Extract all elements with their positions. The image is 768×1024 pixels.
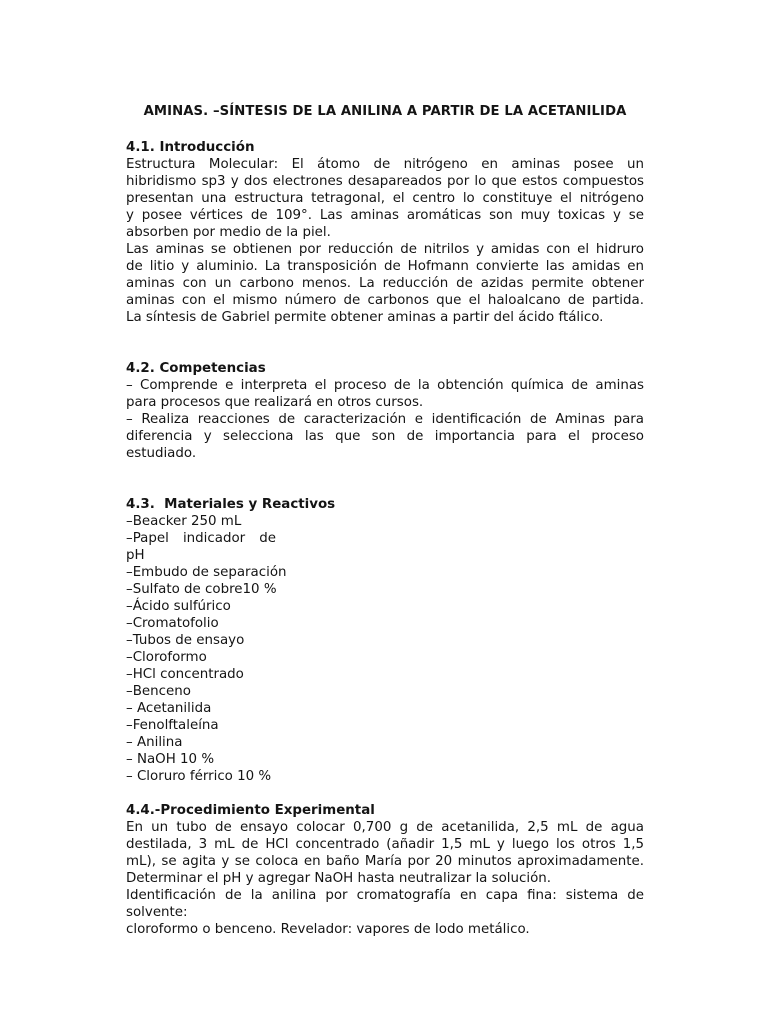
section-competencias xyxy=(126,360,644,462)
materials-list-item: –Cromatofolio xyxy=(126,616,219,631)
intro-line: absorben por medio de la piel. xyxy=(126,225,331,240)
materials-list-item: – Acetanilida xyxy=(126,701,212,716)
materials-list-item: pH xyxy=(126,548,145,563)
intro-line: hibridismo sp3 y dos electrones desapareados por lo que estos compuestos xyxy=(126,174,644,189)
section-procedimiento xyxy=(126,802,644,938)
spacer xyxy=(126,785,644,802)
intro-line: aminas con un carbono menos. La reducción de azidas permite obtener xyxy=(126,276,644,291)
materials-list-item: – NaOH 10 % xyxy=(126,752,215,767)
competencias-line: – Comprende e interpreta el proceso de la obtención química de aminas xyxy=(126,378,644,393)
section-heading-procedimiento: 4.4.-Procedimiento Experimental xyxy=(126,803,375,818)
intro-line: y posee vértices de 109°. Las aminas aromáticas son muy toxicas y se xyxy=(126,208,644,223)
document-title: AMINAS. –SÍNTESIS DE LA ANILINA A PARTIR DE LA ACETANILIDA xyxy=(143,104,627,119)
section-heading-introduccion: 4.1. Introducción xyxy=(126,140,255,155)
procedure-line: destilada, 3 mL de HCl concentrado (añadir 1,5 mL y luego los otros 1,5 xyxy=(126,837,644,852)
materials-list-item: –Benceno xyxy=(126,684,191,699)
materials-list-item: –Ácido sulfúrico xyxy=(126,599,231,614)
procedure-line: En un tubo de ensayo colocar 0,700 g de acetanilida, 2,5 mL de agua xyxy=(126,820,644,835)
materials-list-item: –Fenolftaleína xyxy=(126,718,219,733)
materials-list-item: –Beacker 250 mL xyxy=(126,514,242,529)
spacer xyxy=(126,462,644,496)
procedure-line: solvente: xyxy=(126,905,188,920)
materials-list-item: –HCl concentrado xyxy=(126,667,244,682)
materials-list-item: –Embudo de separación xyxy=(126,565,287,580)
procedure-line: cloroformo o benceno. Revelador: vapores de Iodo metálico. xyxy=(126,922,530,937)
materials-list-item: –Papel indicador de xyxy=(126,531,276,546)
section-heading-competencias: 4.2. Competencias xyxy=(126,361,266,376)
intro-line: aminas con el mismo número de carbonos que el haloalcano de partida. xyxy=(126,293,644,308)
intro-line: La síntesis de Gabriel permite obtener aminas a partir del ácido ftálico. xyxy=(126,310,604,325)
competencias-line: para procesos que realizará en otros cursos. xyxy=(126,395,424,410)
procedure-line: mL), se agita y se coloca en baño María por 20 minutos aproximadamente. xyxy=(126,854,644,869)
materials-list-item: –Tubos de ensayo xyxy=(126,633,245,648)
competencias-line: estudiado. xyxy=(126,446,197,461)
procedure-line: Determinar el pH y agregar NaOH hasta neutralizar la solución. xyxy=(126,871,552,886)
intro-line: Estructura Molecular: El átomo de nitrógeno en aminas posee un xyxy=(126,157,644,172)
intro-line: Las aminas se obtienen por reducción de nitrilos y amidas con el hidruro xyxy=(126,242,644,257)
materials-list-item: – Cloruro férrico 10 % xyxy=(126,769,272,784)
materials-list-item: – Anilina xyxy=(126,735,183,750)
section-introduccion xyxy=(126,139,644,326)
document-page xyxy=(126,103,644,938)
procedure-line: Identificación de la anilina por cromatografía en capa fina: sistema de xyxy=(126,888,644,903)
competencias-line: – Realiza reacciones de caracterización e identificación de Aminas para xyxy=(126,412,644,427)
materials-list-item: –Cloroformo xyxy=(126,650,207,665)
intro-line: presentan una estructura tetragonal, el centro lo constituye el nitrógeno xyxy=(126,191,644,206)
competencias-line: diferencia y selecciona las que son de importancia para el proceso xyxy=(126,429,644,444)
intro-line: de litio y aluminio. La transposición de Hofmann convierte las amidas en xyxy=(126,259,644,274)
spacer xyxy=(126,326,644,360)
section-materiales xyxy=(126,496,644,785)
materials-list-item: –Sulfato de cobre10 % xyxy=(126,582,277,597)
section-heading-materiales: 4.3. Materiales y Reactivos xyxy=(126,497,336,512)
